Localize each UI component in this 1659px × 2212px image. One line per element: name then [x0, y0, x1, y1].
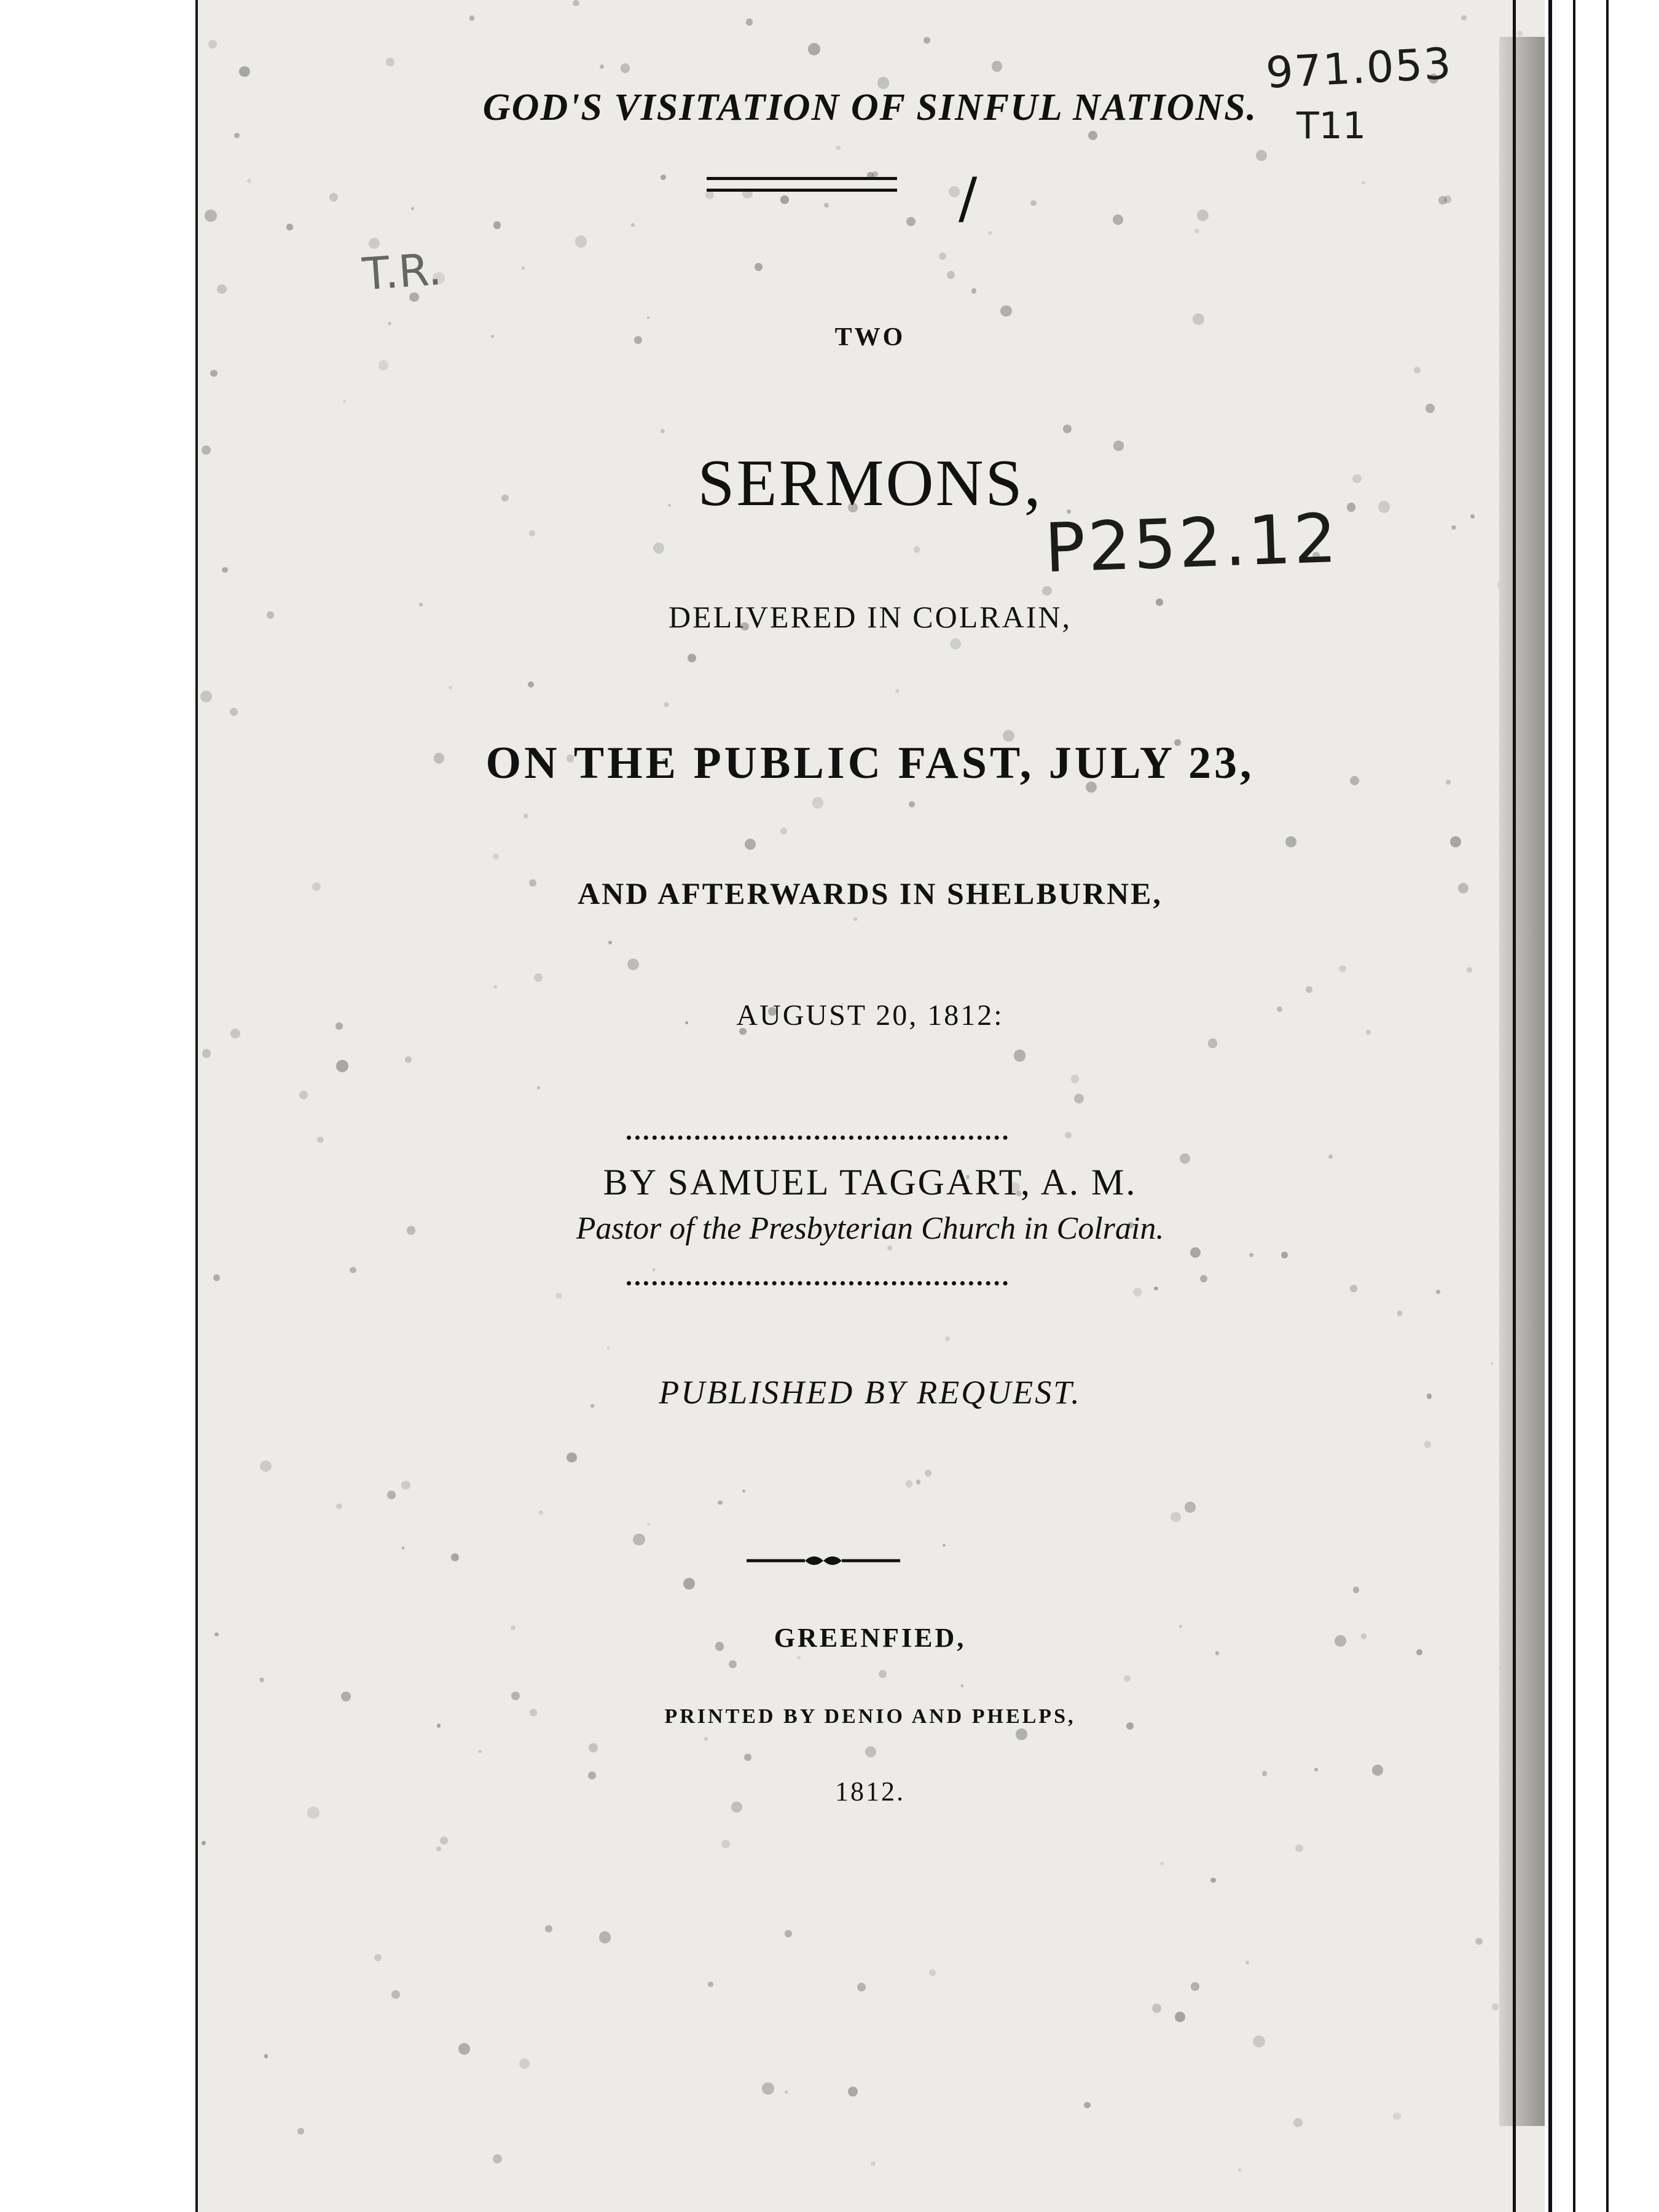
foxing-speckle [718, 1500, 722, 1505]
author-line: BY SAMUEL TAGGART, A. M. [603, 1162, 1137, 1202]
foxing-speckle [929, 1969, 936, 1976]
title-date: AUGUST 20, 1812: [736, 999, 1004, 1032]
foxing-speckle [1328, 1155, 1333, 1159]
foxing-speckle [575, 235, 587, 248]
dotted-rule-top [627, 1135, 1008, 1140]
foxing-speckle [387, 1491, 396, 1499]
stray-pen-mark: / [959, 166, 978, 230]
foxing-speckle [1088, 131, 1097, 140]
foxing-speckle [1424, 1441, 1431, 1448]
foxing-speckle [621, 63, 630, 73]
foxing-speckle [234, 133, 240, 138]
foxing-speckle [647, 316, 649, 319]
foxing-speckle [1467, 967, 1472, 972]
foxing-speckle [1397, 1311, 1403, 1316]
foxing-speckle [945, 1336, 950, 1341]
foxing-speckle [1249, 1253, 1253, 1257]
foxing-speckle [762, 2082, 774, 2095]
foxing-speckle [1210, 1878, 1215, 1883]
foxing-speckle [200, 691, 212, 702]
foxing-speckle [1245, 1961, 1249, 1964]
foxing-speckle [299, 1091, 308, 1100]
foxing-speckle [402, 1547, 404, 1549]
foxing-speckle [217, 284, 226, 294]
foxing-speckle [260, 1461, 271, 1472]
foxing-speckle [336, 1504, 342, 1509]
frame-line-inner [1548, 0, 1552, 2212]
foxing-speckle [906, 1480, 913, 1488]
foxing-speckle [1014, 1049, 1026, 1061]
foxing-speckle [943, 1544, 945, 1547]
foxing-speckle [1200, 1275, 1207, 1282]
foxing-speckle [1154, 1287, 1158, 1290]
frame-line-middle [1573, 0, 1575, 2212]
foxing-speckle [205, 210, 217, 222]
foxing-speckle [1414, 367, 1421, 374]
foxing-speckle [210, 370, 218, 377]
foxing-speckle [230, 708, 238, 716]
foxing-speckle [627, 959, 639, 970]
foxing-speckle [780, 828, 788, 835]
foxing-speckle [683, 1578, 696, 1590]
foxing-speckle [329, 193, 338, 202]
foxing-speckle [971, 288, 976, 293]
foxing-speckle [1314, 1768, 1318, 1771]
foxing-speckle [1171, 1512, 1180, 1522]
foxing-speckle [742, 1489, 745, 1492]
scan-right-margin [1545, 0, 1659, 2212]
foxing-speckle [1208, 1038, 1217, 1048]
foxing-speckle [631, 223, 635, 227]
foxing-speckle [1450, 836, 1461, 847]
foxing-speckle [589, 1743, 598, 1752]
foxing-speckle [879, 1670, 887, 1678]
foxing-speckle [1063, 425, 1072, 433]
foxing-speckle [607, 1346, 610, 1349]
foxing-speckle [528, 681, 534, 688]
foxing-speckle [1133, 1288, 1142, 1296]
foxing-speckle [1461, 15, 1466, 20]
foxing-speckle [808, 43, 820, 55]
foxing-speckle [647, 1523, 649, 1526]
author-title: Pastor of the Presbyterian Church in Colrain. [576, 1211, 1164, 1246]
foxing-speckle [909, 801, 915, 807]
foxing-speckle [1393, 2112, 1400, 2120]
foxing-speckle [1084, 2102, 1091, 2109]
foxing-speckle [493, 853, 499, 860]
foxing-speckle [1281, 1252, 1288, 1259]
foxing-speckle [478, 1750, 482, 1754]
foxing-speckle [746, 18, 753, 26]
foxing-speckle [633, 1534, 645, 1545]
foxing-speckle [378, 360, 389, 371]
frame-line-outer [1606, 0, 1609, 2212]
foxing-speckle [1071, 1075, 1079, 1083]
foxing-speckle [1353, 1586, 1359, 1593]
foxing-speckle [857, 1983, 866, 1992]
foxing-speckle [939, 253, 946, 260]
scan-left-margin [0, 0, 195, 2212]
foxing-speckle [1074, 1094, 1084, 1104]
foxing-speckle [653, 543, 664, 554]
foxing-speckle [608, 941, 612, 944]
foxing-speckle [286, 224, 293, 230]
foxing-speckle [1475, 1938, 1482, 1945]
foxing-speckle [555, 1293, 562, 1299]
published-by-request: PUBLISHED BY REQUEST. [659, 1374, 1081, 1411]
foxing-speckle [522, 267, 524, 269]
handwritten-call-sub: T11 [1296, 104, 1366, 147]
foxing-speckle [785, 2090, 788, 2094]
foxing-speckle [1491, 1362, 1493, 1365]
foxing-speckle [1194, 229, 1199, 233]
foxing-speckle [704, 1737, 708, 1741]
foxing-speckle [1197, 210, 1209, 221]
foxing-speckle [1016, 1728, 1027, 1740]
foxing-speckle [336, 1060, 348, 1072]
foxing-speckle [350, 1267, 356, 1274]
foxing-speckle [493, 221, 501, 229]
foxing-speckle [458, 2043, 470, 2055]
foxing-speckle [906, 217, 916, 226]
foxing-speckle [950, 638, 961, 649]
foxing-speckle [1253, 2036, 1265, 2047]
foxing-speckle [1362, 181, 1365, 184]
foxing-speckle [925, 1470, 931, 1477]
foxing-speckle [745, 839, 756, 850]
title-sermons: SERMONS, [697, 447, 1043, 520]
foxing-speckle [924, 37, 930, 44]
foxing-speckle [824, 203, 829, 208]
foxing-speckle [202, 1049, 211, 1058]
foxing-speckle [1256, 150, 1268, 162]
foxing-speckle [708, 1982, 713, 1987]
foxing-speckle [853, 917, 857, 921]
foxing-speckle [1285, 836, 1296, 847]
foxing-speckle [797, 1656, 801, 1660]
foxing-speckle [534, 973, 543, 982]
foxing-speckle [567, 1453, 577, 1463]
foxing-speckle [524, 814, 528, 818]
foxing-speckle [992, 61, 1002, 71]
foxing-speckle [836, 146, 841, 151]
foxing-speckle [511, 1692, 520, 1700]
foxing-speckle [729, 1660, 737, 1669]
foxing-speckle [1124, 1675, 1131, 1682]
foxing-speckle [1426, 404, 1435, 413]
handwritten-call-number: 971.053 [1265, 38, 1454, 98]
foxing-speckle [440, 1837, 448, 1845]
foxing-speckle [1293, 2118, 1303, 2127]
foxing-speckle [493, 985, 497, 989]
foxing-speckle [297, 2128, 304, 2135]
foxing-speckle [653, 1268, 655, 1271]
title-public-fast: ON THE PUBLIC FAST, JULY 23, [485, 738, 1255, 788]
foxing-speckle [317, 1137, 323, 1143]
foxing-speckle [1160, 1862, 1164, 1865]
foxing-speckle [1175, 2012, 1185, 2022]
foxing-speckle [469, 15, 475, 21]
foxing-speckle [386, 58, 394, 66]
foxing-speckle [1438, 196, 1447, 205]
foxing-speckle [988, 231, 992, 235]
title-two: TWO [834, 323, 906, 351]
foxing-speckle [1295, 1845, 1303, 1853]
foxing-speckle [1339, 965, 1346, 972]
foxing-speckle [1152, 2004, 1161, 2013]
foxing-speckle [239, 66, 250, 77]
foxing-speckle [848, 2087, 858, 2096]
foxing-speckle [961, 1684, 963, 1687]
foxing-speckle [1372, 1765, 1383, 1776]
foxing-speckle [1350, 1285, 1357, 1292]
foxing-speckle [401, 1481, 410, 1490]
foxing-speckle [222, 567, 228, 573]
foxing-speckle [664, 702, 669, 707]
foxing-speckle [436, 1846, 441, 1851]
foxing-speckle [600, 65, 604, 69]
imprint-year: 1812. [835, 1776, 905, 1806]
foxing-speckle [599, 1931, 611, 1943]
foxing-speckle [1000, 305, 1011, 316]
handwritten-shelf-mark: P252.12 [1043, 498, 1341, 588]
foxing-speckle [573, 0, 579, 6]
foxing-speckle [1517, 31, 1523, 36]
foxing-speckle [545, 1925, 552, 1932]
foxing-speckle [871, 2161, 876, 2166]
foxing-speckle [411, 207, 414, 210]
foxing-speckle [1191, 1982, 1199, 1990]
foxing-speckle [914, 546, 920, 553]
foxing-speckle [661, 175, 667, 181]
foxing-speckle [1492, 2003, 1499, 2010]
foxing-speckle [449, 686, 452, 689]
foxing-speckle [1065, 1132, 1072, 1139]
foxing-speckle [1306, 986, 1312, 993]
foxing-speckle [202, 1841, 206, 1845]
dotted-rule-bottom [627, 1281, 1008, 1285]
imprint-printer: PRINTED BY DENIO AND PHELPS, [664, 1705, 1076, 1728]
foxing-speckle [539, 1510, 543, 1514]
handwritten-initials: T.R. [361, 243, 444, 300]
foxing-speckle [1451, 525, 1456, 530]
foxing-speckle [259, 1677, 264, 1682]
foxing-speckle [519, 2058, 530, 2069]
foxing-speckle [213, 1274, 220, 1281]
half-title: GOD'S VISITATION OF SINFUL NATIONS. [482, 87, 1258, 128]
foxing-speckle [307, 1806, 320, 1819]
foxing-speckle [744, 1754, 751, 1761]
foxing-speckle [688, 654, 696, 662]
foxing-speckle [529, 530, 535, 536]
foxing-speckle [947, 271, 955, 279]
foxing-speckle [916, 1480, 921, 1484]
title-afterwards: AND AFTERWARDS IN SHELBURNE, [578, 876, 1163, 911]
foxing-speckle [1238, 2168, 1241, 2171]
foxing-speckle [705, 190, 714, 199]
foxing-speckle [341, 1692, 351, 1701]
foxing-speckle [1185, 1502, 1195, 1512]
foxing-speckle [780, 195, 788, 203]
foxing-speckle [1436, 1290, 1440, 1294]
foxing-speckle [493, 2154, 501, 2163]
foxing-speckle [812, 797, 823, 808]
foxing-speckle [895, 689, 900, 693]
title-delivered: DELIVERED IN COLRAIN, [669, 600, 1072, 634]
foxing-speckle [374, 1954, 382, 1961]
imprint-city: GREENFIED, [774, 1623, 967, 1653]
foxing-speckle [1113, 214, 1123, 225]
foxing-speckle [405, 1056, 412, 1063]
foxing-speckle [208, 40, 217, 49]
foxing-speckle [865, 1746, 876, 1757]
foxing-speckle [785, 1930, 792, 1937]
foxing-speckle [661, 429, 665, 434]
foxing-speckle [1030, 200, 1037, 206]
foxing-speckle [1190, 1247, 1201, 1258]
foxing-speckle [343, 400, 346, 403]
foxing-speckle [755, 263, 762, 270]
foxing-speckle [264, 2054, 269, 2058]
foxing-speckle [537, 1086, 540, 1089]
printer-ornament [747, 1548, 900, 1573]
foxing-speckle [247, 179, 251, 183]
foxing-speckle [451, 1553, 459, 1561]
foxing-speckle [721, 1840, 730, 1848]
foxing-speckle [391, 1990, 400, 1999]
double-rule [707, 177, 897, 192]
